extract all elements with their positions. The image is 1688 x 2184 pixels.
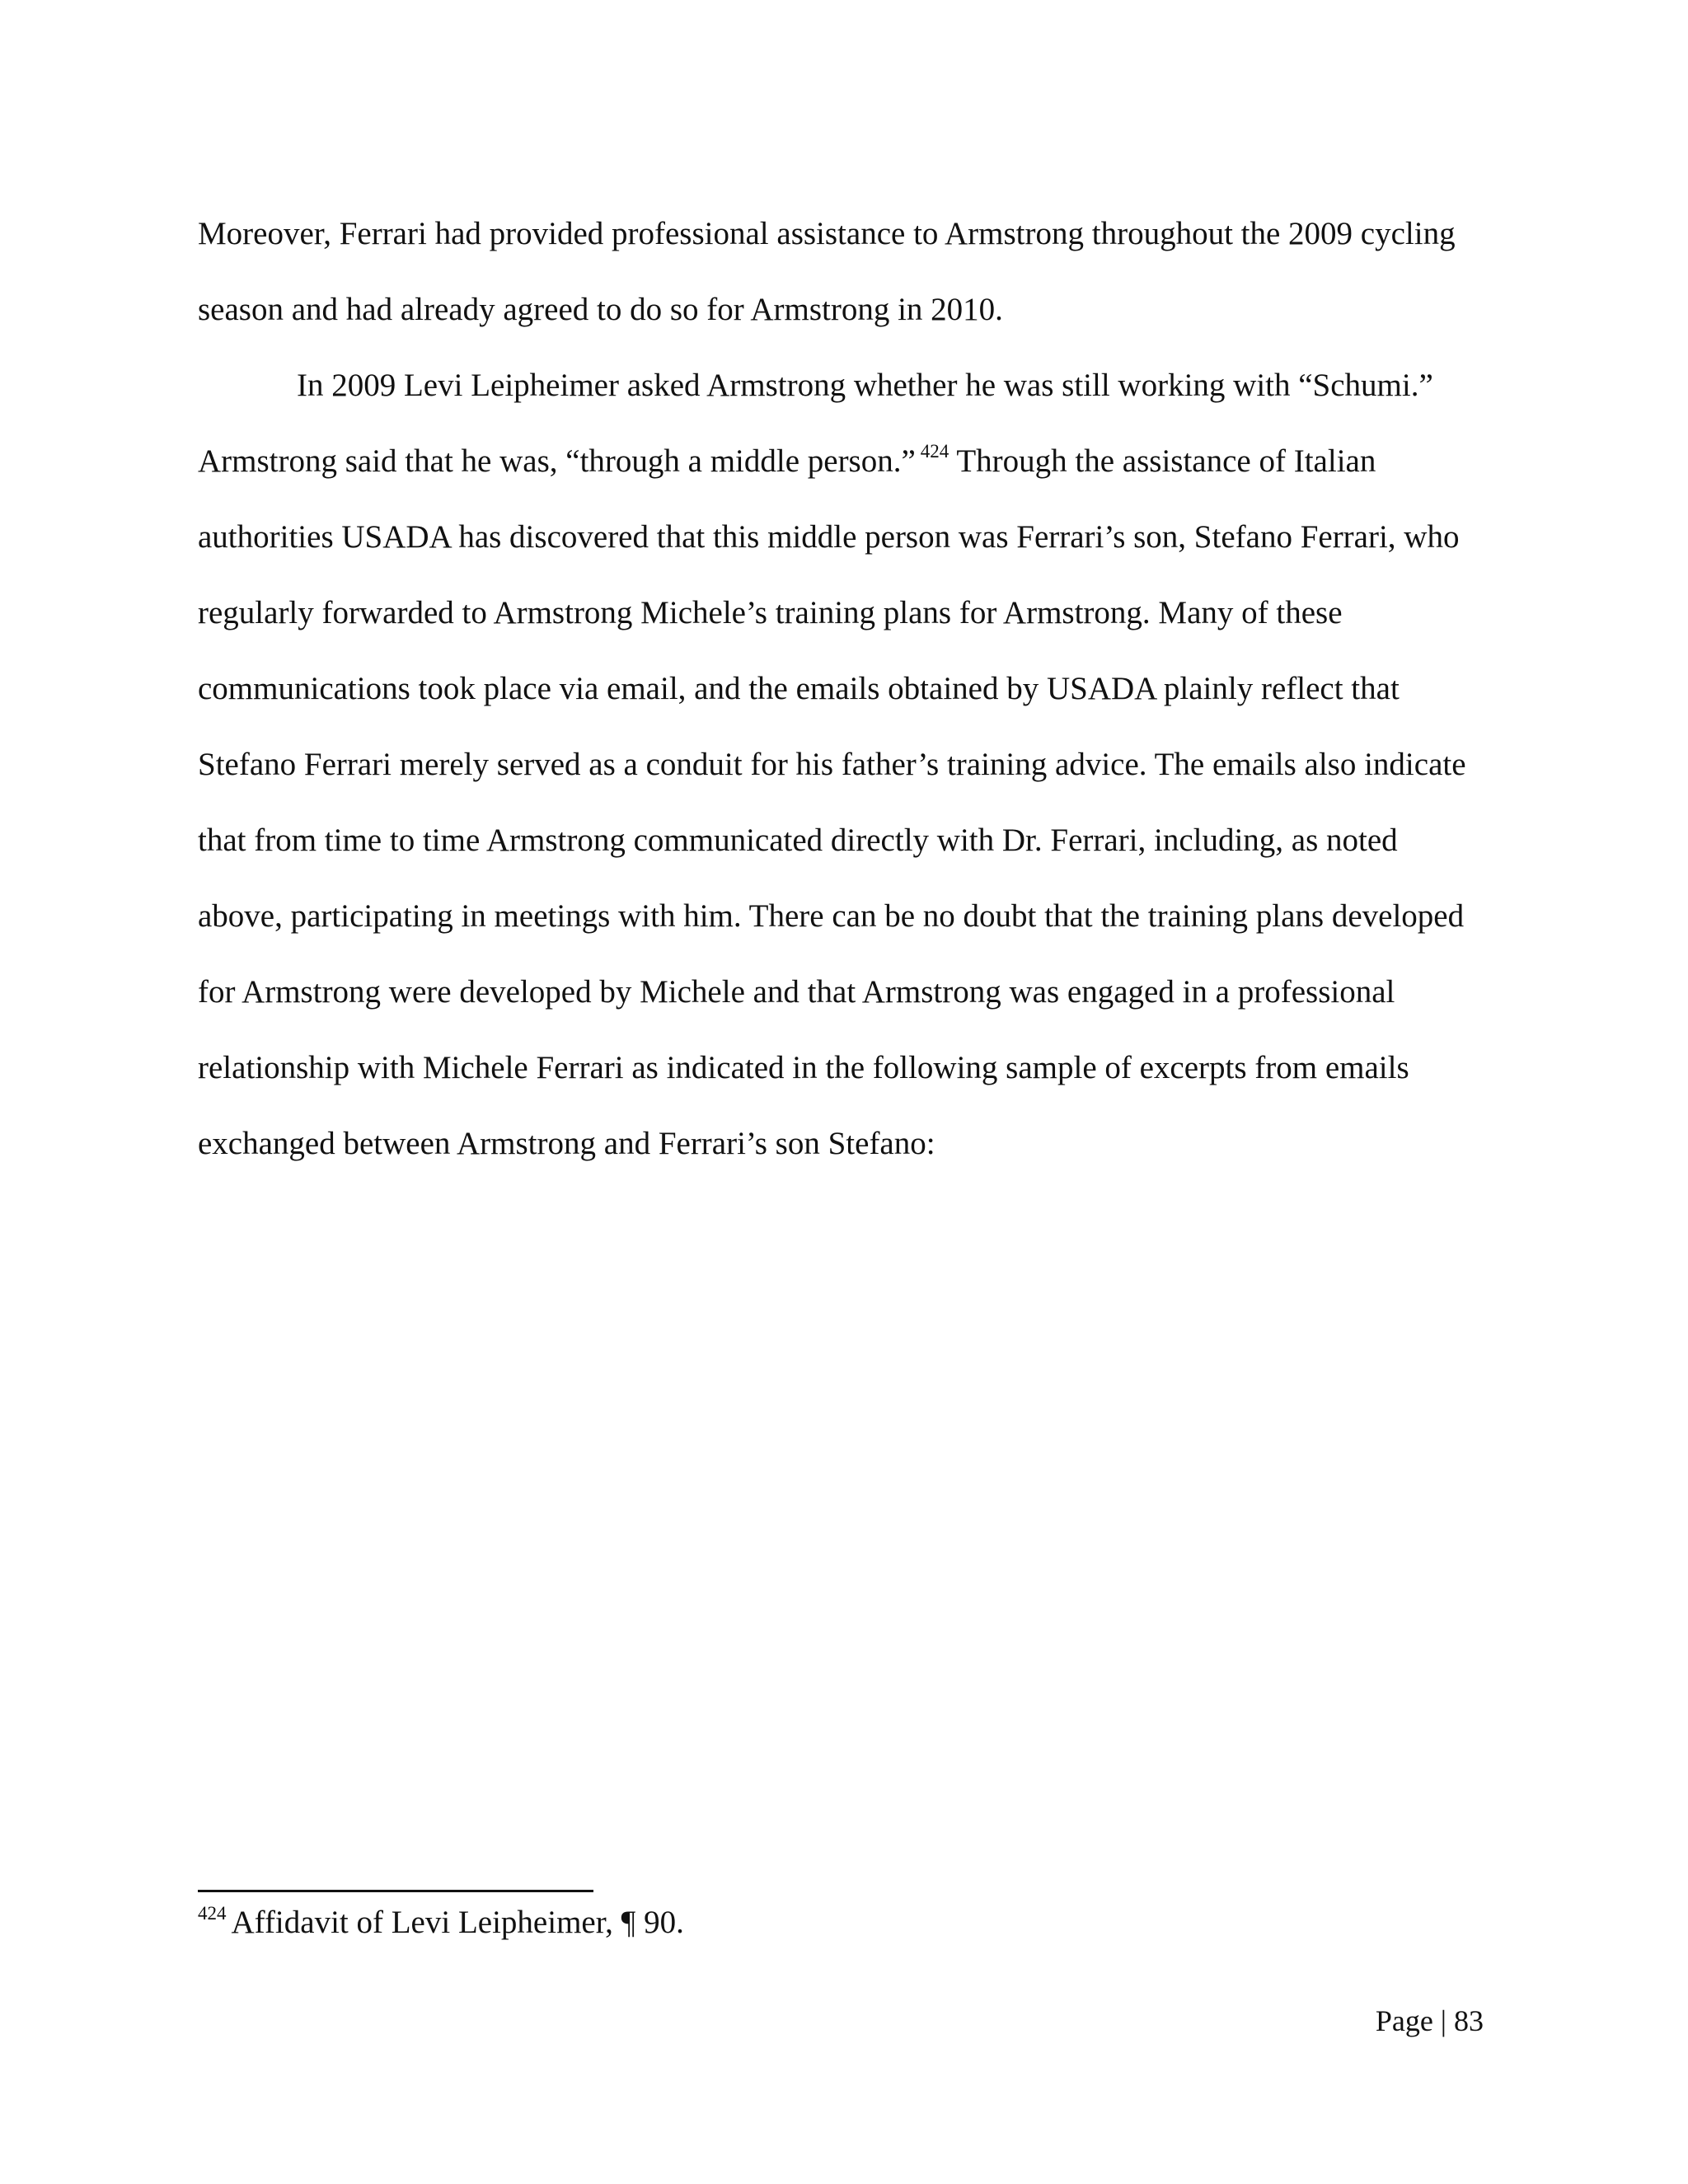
footnote-separator — [198, 1890, 593, 1892]
page-number: Page | 83 — [1375, 2004, 1484, 2037]
paragraph-2-start: In 2009 Levi Leipheimer asked Armstrong whether he was still working with “Schumi.” Armstrong said that he was, “through a middle person.” — [198, 368, 1433, 479]
paragraph-2-end: Through the assistance of Italian authorities USADA has discovered that this middle person was Ferrari’s son, Stefano Ferrari, who regularly forwarded to Armstrong Michele’s training plans for Armstrong. Many of these communications took place via email, and the emails obtained by USADA plainly reflect that Stefano Ferrari merely served as a conduit for his father’s training advice. The emails also indicate that from time to time Armstrong communicated directly with Dr. Ferrari, including, as noted above, participating in meetings with him. There can be no doubt that the training plans developed for Armstrong were developed by Michele and that Armstrong was engaged in a professional relationship with Michele Ferrari as indicated in the following sample of excerpts from emails exchanged between Armstrong and Ferrari’s son Stefano: — [198, 443, 1466, 1161]
paragraph-1: Moreover, Ferrari had provided professional assistance to Armstrong throughout the 2009 cycling season and had already agreed to do so for Armstrong in 2010. — [198, 216, 1456, 327]
footnote-marker: 424 — [198, 1903, 227, 1924]
footnote-424 — [198, 1898, 684, 1947]
footnote-reference-424[interactable]: 424 — [920, 441, 950, 462]
paragraph-2 — [198, 348, 1484, 1182]
footnote-text: Affidavit of Levi Leipheimer, ¶ 90. — [231, 1905, 684, 1940]
body-text — [198, 196, 1484, 1182]
